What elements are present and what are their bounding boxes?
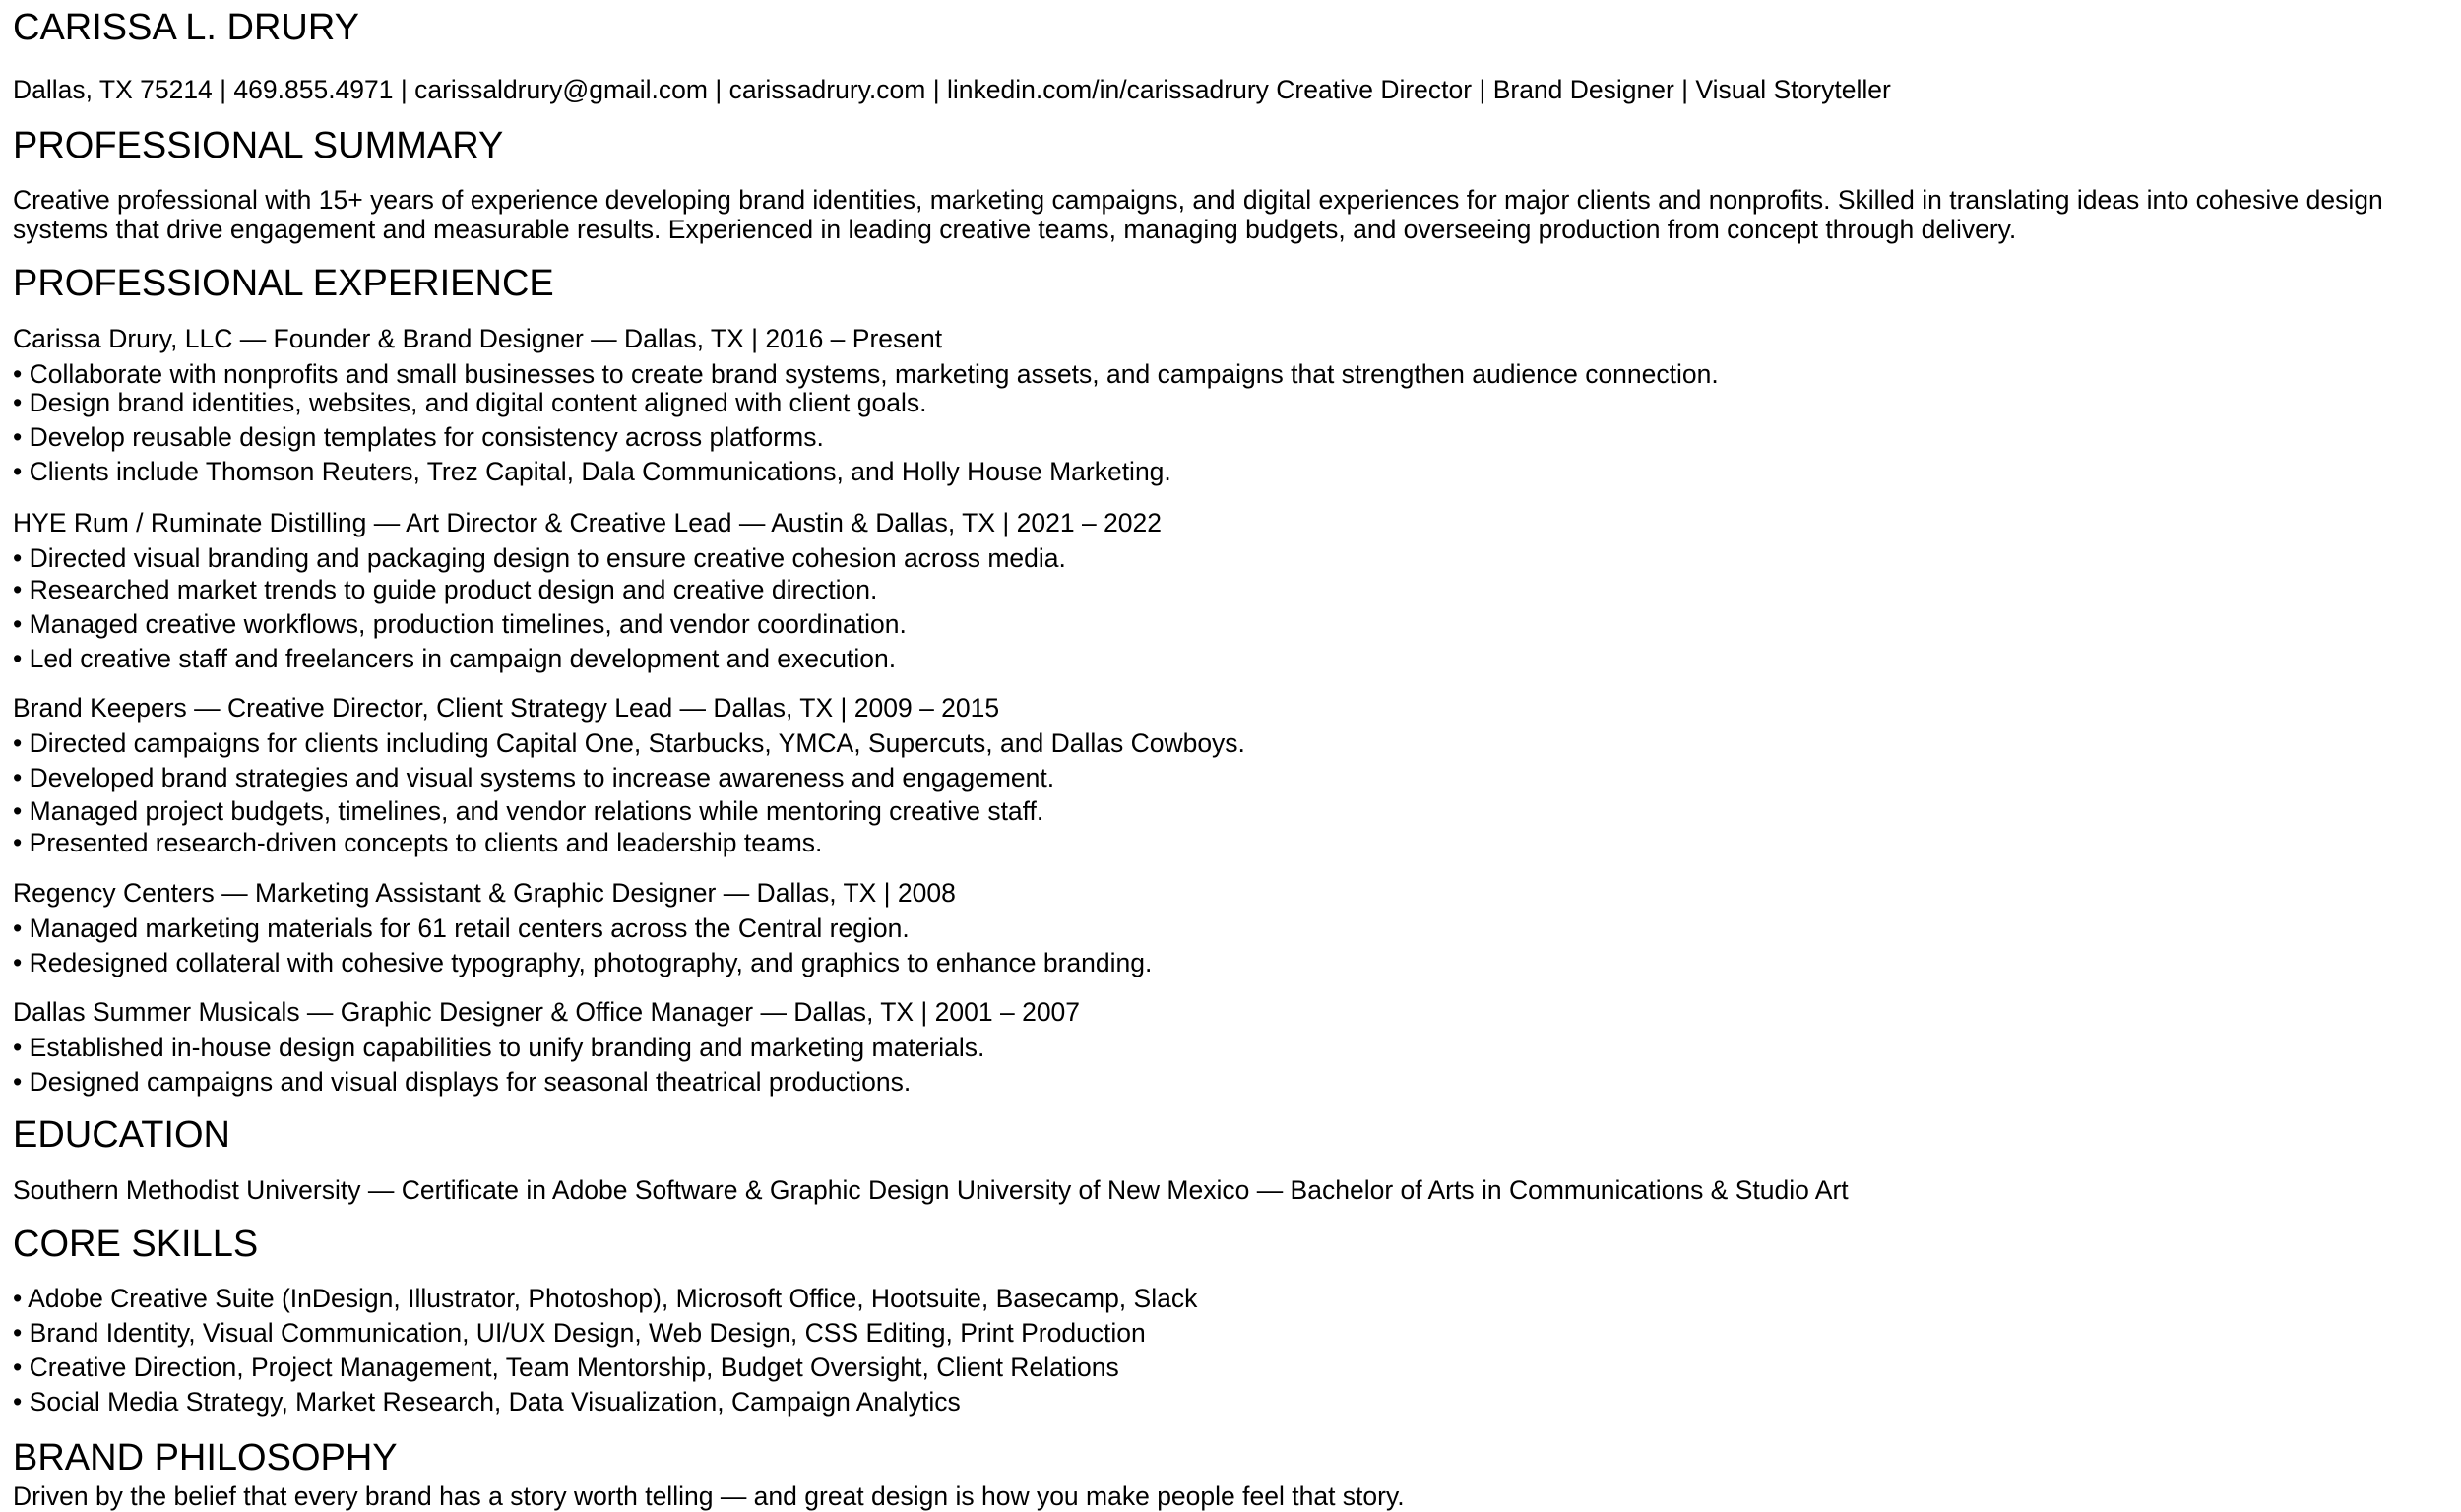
job-bullet: • Design brand identities, websites, and digital content aligned with client goals. bbox=[13, 388, 927, 417]
job-title: HYE Rum / Ruminate Distilling — Art Director & Creative Lead — Austin & Dallas, TX | 2021 – 2022 bbox=[13, 508, 1163, 537]
job-bullet: • Redesigned collateral with cohesive typography, photography, and graphics to enhance branding. bbox=[13, 948, 1153, 977]
job-bullet: • Designed campaigns and visual displays for seasonal theatrical productions. bbox=[13, 1067, 912, 1097]
skill-item: • Social Media Strategy, Market Research, Data Visualization, Campaign Analytics bbox=[13, 1387, 961, 1417]
education-heading: EDUCATION bbox=[13, 1114, 230, 1156]
job-title: Brand Keepers — Creative Director, Client Strategy Lead — Dallas, TX | 2009 – 2015 bbox=[13, 693, 1000, 723]
job-bullet: • Clients include Thomson Reuters, Trez Capital, Dala Communications, and Holly House Marketing. bbox=[13, 457, 1171, 486]
contact-line: Dallas, TX 75214 | 469.855.4971 | carissaldrury@gmail.com | carissadrury.com | linkedin.com/in/carissadrury Creative Director | Brand Designer | Visual Storyteller bbox=[13, 75, 1891, 104]
philosophy-heading: BRAND PHILOSOPHY bbox=[13, 1437, 398, 1479]
job-bullet: • Presented research-driven concepts to clients and leadership teams. bbox=[13, 828, 823, 857]
job-bullet: • Develop reusable design templates for consistency across platforms. bbox=[13, 422, 824, 452]
summary-text: Creative professional with 15+ years of experience developing brand identities, marketing campaigns, and digital experiences for major clients and nonprofits. Skilled in translating ideas into cohesive design systems that drive engagement and measurable results. Experienced in leading creative teams, managing budgets, and overseeing production from concept through delivery. bbox=[13, 185, 2383, 244]
job-bullet: • Managed project budgets, timelines, and vendor relations while mentoring creative staff. bbox=[13, 796, 1044, 826]
job-bullet: • Researched market trends to guide product design and creative direction. bbox=[13, 575, 878, 604]
experience-heading: PROFESSIONAL EXPERIENCE bbox=[13, 263, 554, 304]
job-title: Regency Centers — Marketing Assistant & Graphic Designer — Dallas, TX | 2008 bbox=[13, 878, 956, 908]
job-bullet: • Directed visual branding and packaging design to ensure creative cohesion across media. bbox=[13, 543, 1066, 573]
philosophy-text: Driven by the belief that every brand has a story worth telling — and great design is how you make people feel that story. bbox=[13, 1481, 1405, 1511]
candidate-name: CARISSA L. DRURY bbox=[13, 7, 359, 48]
education-text: Southern Methodist University — Certificate in Adobe Software & Graphic Design University of New Mexico — Bachelor of Arts in Communications & Studio Art bbox=[13, 1175, 1849, 1205]
skill-item: • Brand Identity, Visual Communication, UI/UX Design, Web Design, CSS Editing, Print Production bbox=[13, 1318, 1146, 1348]
job-bullet: • Managed creative workflows, production timelines, and vendor coordination. bbox=[13, 609, 907, 639]
skill-item: • Creative Direction, Project Management, Team Mentorship, Budget Oversight, Client Relations bbox=[13, 1353, 1119, 1382]
job-title: Carissa Drury, LLC — Founder & Brand Designer — Dallas, TX | 2016 – Present bbox=[13, 324, 943, 353]
summary-heading: PROFESSIONAL SUMMARY bbox=[13, 125, 504, 166]
skills-heading: CORE SKILLS bbox=[13, 1224, 259, 1265]
job-bullet: • Led creative staff and freelancers in campaign development and execution. bbox=[13, 644, 897, 673]
job-bullet: • Collaborate with nonprofits and small businesses to create brand systems, marketing assets, and campaigns that strengthen audience connection. bbox=[13, 359, 1719, 389]
job-title: Dallas Summer Musicals — Graphic Designer & Office Manager — Dallas, TX | 2001 – 2007 bbox=[13, 997, 1081, 1027]
job-bullet: • Developed brand strategies and visual systems to increase awareness and engagement. bbox=[13, 763, 1055, 792]
job-bullet: • Managed marketing materials for 61 retail centers across the Central region. bbox=[13, 914, 910, 943]
skill-item: • Adobe Creative Suite (InDesign, Illustrator, Photoshop), Microsoft Office, Hootsuite, Basecamp, Slack bbox=[13, 1284, 1198, 1313]
job-bullet: • Directed campaigns for clients including Capital One, Starbucks, YMCA, Supercuts, and Dallas Cowboys. bbox=[13, 728, 1245, 758]
job-bullet: • Established in-house design capabilities to unify branding and marketing materials. bbox=[13, 1033, 985, 1062]
